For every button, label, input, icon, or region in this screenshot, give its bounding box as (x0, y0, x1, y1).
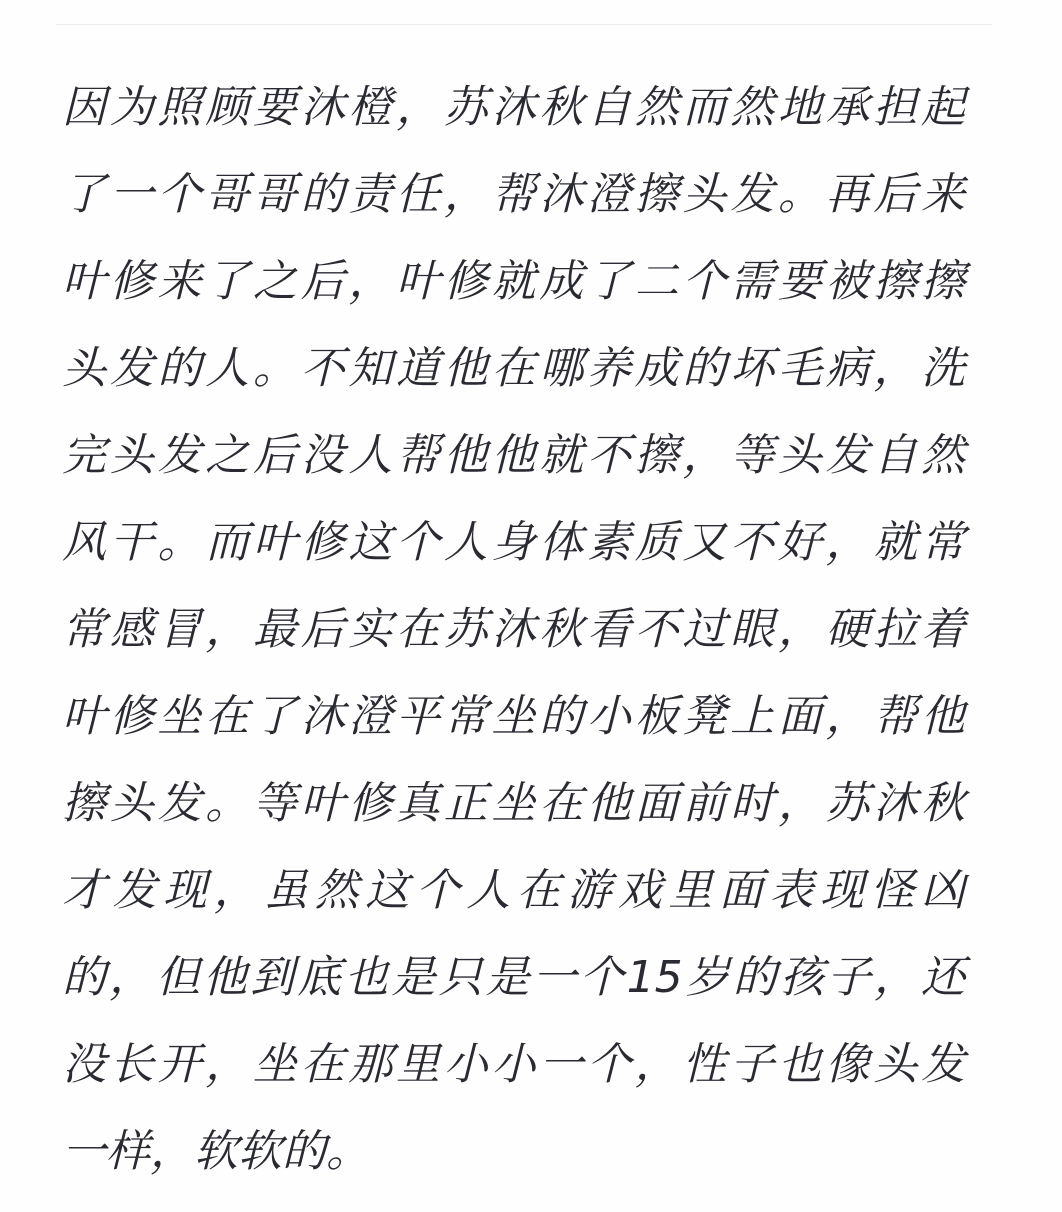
text-line: 常感冒，最后实在苏沐秋看不过眼，硬拉着 (62, 604, 965, 655)
text-line: 头发的人。不知道他在哪养成的坏毛病，洗 (62, 343, 965, 394)
text-line: 叶修坐在了沐澄平常坐的小板凳上面，帮他 (62, 691, 965, 742)
text-line: 因为照顾要沐橙，苏沐秋自然而然地承担起 (62, 82, 965, 133)
text-line: 才发现，虽然这个人在游戏里面表现怪凶 (62, 865, 965, 916)
text-line: 了一个哥哥的责任，帮沐澄擦头发。再后来 (62, 169, 965, 220)
text-line: 一样，软软的。 (62, 1126, 370, 1177)
top-divider (56, 24, 992, 25)
text-line: 叶修来了之后，叶修就成了二个需要被擦擦 (62, 256, 965, 307)
text-line: 擦头发。等叶修真正坐在他面前时，苏沐秋 (62, 778, 965, 829)
text-line: 风干。而叶修这个人身体素质又不好，就常 (62, 517, 965, 568)
text-line: 的，但他到底也是只是一个15岁的孩子，还 (62, 952, 965, 1003)
text-line: 没长开，坐在那里小小一个，性子也像头发 (62, 1039, 965, 1090)
handwritten-paragraph (62, 64, 965, 1195)
text-line: 完头发之后没人帮他他就不擦，等头发自然 (62, 430, 965, 481)
